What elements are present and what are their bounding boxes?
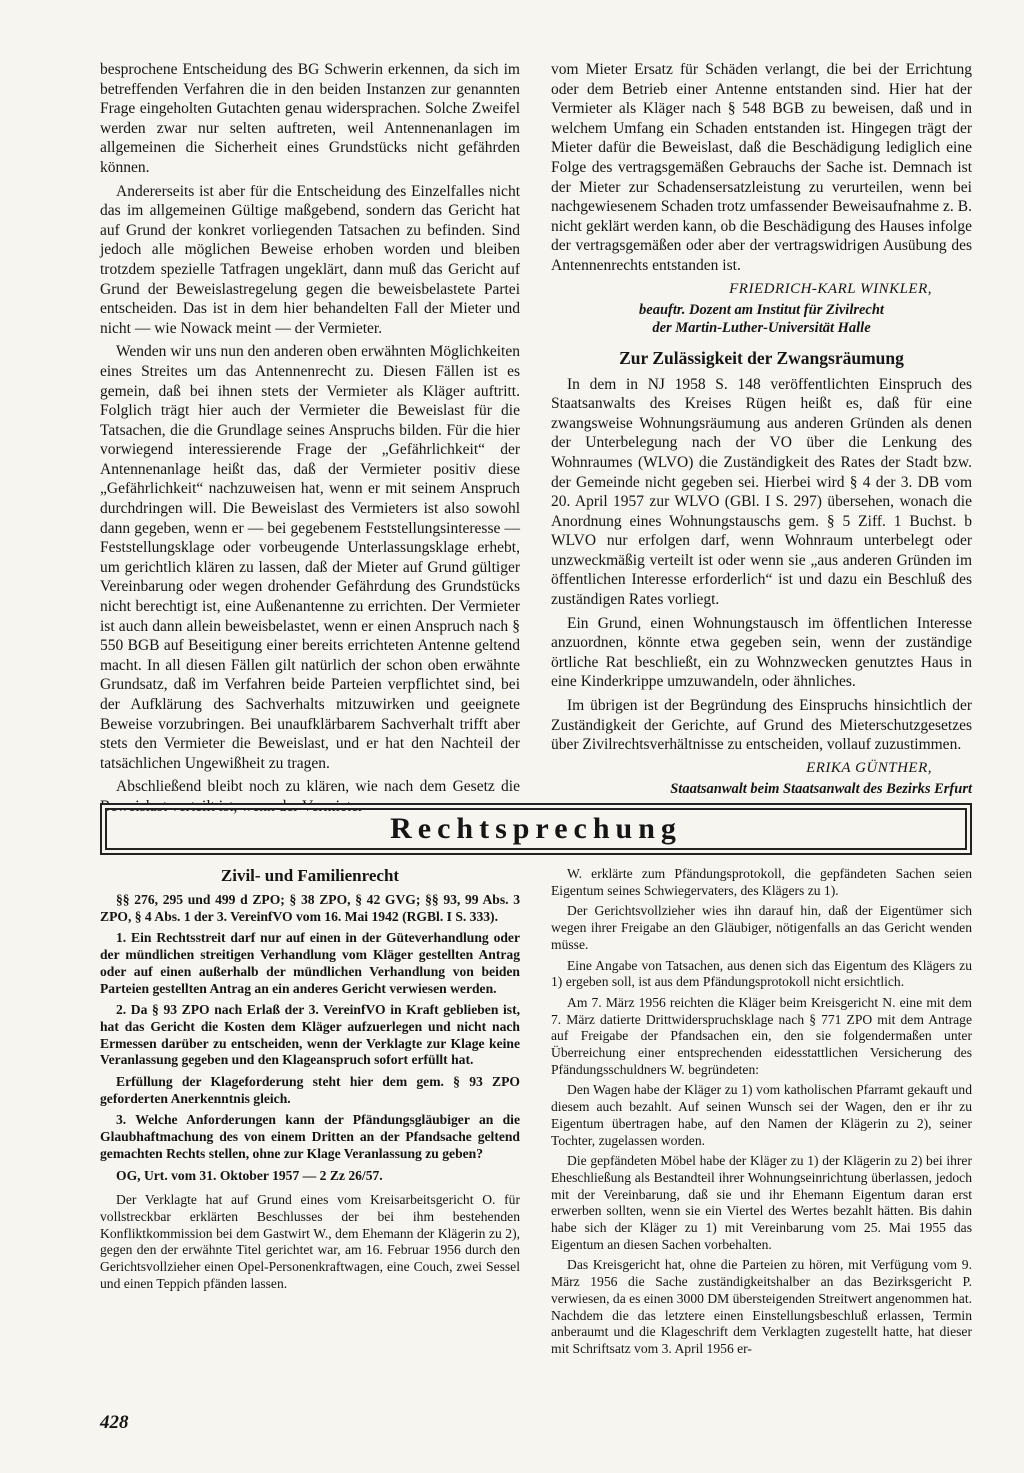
article-heading: Zur Zulässigkeit der Zwangsräumung: [619, 347, 904, 368]
section-banner: [100, 803, 972, 855]
paragraph: Der Gerichtsvollzieher wies ihn darauf hin, daß der Eigentümer sich wegen ihrer Freigabe an den Gläubiger, nötigenfalls an das Gericht wenden müsse.: [551, 903, 972, 952]
citation: OG, Urt. vom 31. Oktober 1957 — 2 Zz 26/57.: [116, 1167, 383, 1183]
paragraph: Im übrigen ist der Begründung des Einspruchs hinsichtlich der Zuständigkeit der Gerichte, auf Grund des Mieterschutzgesetzes über Zivilrechtsverhältnisse zu entscheiden, vollauf zuzustimmen.: [551, 697, 972, 754]
author-role: Staatsanwalt beim Staatsanwalt des Bezirks Erfurt: [670, 780, 972, 797]
upper-left-column: [100, 60, 520, 815]
headnote: 1. Ein Rechtsstreit darf nur auf einen in der Güteverhandlung oder der mündlichen streitigen Verhandlung vom Kläger gestellten Antrag oder auf einen außerhalb der mündlichen Verhandlung von beiden Parteien gestellten Antrag an ein anderes Gericht verwiesen werden.: [100, 930, 520, 996]
paragraph: Wenden wir uns nun den anderen oben erwähnten Möglichkeiten eines Streites um das Antennenrecht zu. Diesen Fällen ist es gemein, daß bei ihnen stets der Vermieter als Kläger auftritt. Folglich trägt hier auch der Vermieter die Beweislast für die Tatsachen, die die Grundlage seines Anspruchs bilden. Für die hier vorwiegend interessierende Frage der „Gefährlichkeit“ der Antennenanlage heißt das, daß der Vermieter positiv diese „Gefährlichkeit“ nachzuweisen hat, wenn er mit seinem Anspruch durchdringen will. Die Beweislast des Vermieters ist also sowohl dann gegeben, wenn er — bei gegebenem Feststellungsinteresse — Feststellungsklage oder vorbeugende Unterlassungsklage erhebt, um gerichtlich klären zu lassen, daß der Mieter auf Grund gültiger Vereinbarung oder wegen drohender Gefährdung des Grundstücks nicht berechtigt ist, eine Außenantenne zu errichten. Der Vermieter ist auch dann allein beweisbelastet, wenn er einen Anspruch nach § 550 BGB auf Beseitigung einer bereits errichteten Antenne geltend macht. In all diesen Fällen gilt natürlich der schon oben erwähnte Grundsatz, daß im Verfahren beide Parteien verpflichtet sind, bei der Aufklärung des Sachverhalts mitzuwirken und geeignete Beweise vorzubringen. Bei unaufklärbarem Sachverhalt trifft aber stets den Vermieter die Beweislast, und er hat den Nachteil der tatsächlichen Ungewißheit zu tragen.: [100, 343, 520, 772]
lower-left-column: [100, 866, 520, 1396]
author-name: FRIEDRICH-KARL WINKLER,: [729, 280, 932, 297]
paragraph: vom Mieter Ersatz für Schäden verlangt, die bei der Errichtung oder dem Betrieb einer Antenne entstanden sind. Hier hat der Vermieter als Kläger nach § 548 BGB zu beweisen, daß und in welchem Umfang ein Schaden entstanden ist. Hingegen trägt der Mieter dafür die Beweislast, daß die Beschädigung lediglich eine Folge des vertragsgemäßen Gebrauchs der Sache ist. Demnach ist der Mieter zur Schadensersatzleistung zu verurteilen, wenn bei nachgewiesenem Schaden trotz umfassender Beweisaufnahme z. B. nicht geklärt werden kann, ob die Beschädigung des Hauses infolge der vertragsgemäßen oder aber der vertragswidrigen Ausübung des Antennenrechts entstanden ist.: [551, 61, 972, 274]
section-heading: Zivil- und Familienrecht: [220, 866, 400, 885]
paragraph: In dem in NJ 1958 S. 148 veröffentlichten Einspruch des Staatsanwalts des Kreises Rügen heißt es, daß für eine zwangsweise Wohnungsräumung aus anderen Gründen als denen der Unterbelegung nach der VO über die Lenkung des Wohnraumes (WLVO) die Zuständigkeit des Rates der Stadt bzw. der Gemeinde nicht gegeben sei. Hierbei wird § 4 der 3. DB vom 20. April 1957 zur WLVO (GBl. I S. 297) übersehen, wonach die Anordnung eines Wohnungstauschs gem. § 5 Ziff. 1 Buchst. b WLVO nur erfolgen darf, wenn Wohnraum unterbelegt oder unzweckmäßig verteilt ist oder wenn sie „aus anderen Gründen im öffentlichen Interesse erforderlich“ ist und dazu ein Beschluß des zuständigen Rates vorliegt.: [551, 375, 972, 609]
paragraph: Die gepfändeten Möbel habe der Kläger zu 1) der Klägerin zu 2) bei ihrer Eheschließung als Bestandteil ihrer Wohnungseinrichtung überlassen, jedoch mit der Vereinbarung, daß sie und ihr Ehemann Eigentum daran erst erwerben sollten, wenn sie ein Viertel des Wertes bezahlt hätten. Bis dahin habe sich der Kläger zu 1) mit Vereinbarung vom 25. Mai 1955 das Eigentum an diesen Sachen vorbehalten.: [551, 1153, 972, 1252]
statutes: §§ 276, 295 und 499 d ZPO; § 38 ZPO, § 42 GVG; §§ 93, 99 Abs. 3 ZPO, § 4 Abs. 1 der 3. VereinfVO vom 16. Mai 1942 (RGBl. I S. 333).: [100, 892, 520, 924]
paragraph: Eine Angabe von Tatsachen, aus denen sich das Eigentum des Klägers zu 1) ergeben soll, ist aus dem Pfändungsprotokoll nicht ersichtlich.: [551, 957, 972, 990]
paragraph: Am 7. März 1956 reichten die Kläger beim Kreisgericht N. eine mit dem 7. März datierte Drittwiderspruchsklage nach § 771 ZPO mit dem Antrage auf Freigabe der Pfandsachen ein, den sie folgendermaßen unter Überreichung einer entsprechenden eidesstattlichen Versicherung des Pfändungsschuldners W. begründeten:: [551, 994, 972, 1077]
paragraph: Ein Grund, einen Wohnungstausch im öffentlichen Interesse anzuordnen, könnte etwa gegeben sein, wenn der zuständige örtliche Rat beschließt, ein zu Wohnzwecken genutztes Haus in eine Kinderkrippe umzuwandeln, oder ähnliches.: [551, 614, 972, 691]
section-title: Rechtsprechung: [390, 812, 682, 845]
paragraph: Abschließend bleibt noch zu klären, wie nach dem Gesetz die Beweislast verteilt ist, wenn der Vermieter: [100, 778, 520, 815]
author-role: der Martin-Luther-Universität Halle: [652, 319, 871, 336]
page-number: 428: [100, 1412, 129, 1433]
headnote: 2. Da § 93 ZPO nach Erlaß der 3. VereinfVO in Kraft geblieben ist, hat das Gericht die Kosten dem Kläger aufzuerlegen und nicht nach Ermessen darüber zu entscheiden, wenn der Verklagte zur Klage keine Veranlassung gegeben und den Klageanspruch sofort erfüllt hat.: [100, 1002, 520, 1068]
lower-right-column: [551, 866, 972, 1406]
paragraph: W. erklärte zum Pfändungsprotokoll, die gepfändeten Sachen seien Eigentum seines Schwiegervaters, des Klägers zu 1).: [551, 866, 972, 898]
headnote: Erfüllung der Klageforderung steht hier dem gem. § 93 ZPO geforderten Anerkenntnis gleich.: [100, 1074, 520, 1106]
paragraph: Das Kreisgericht hat, ohne die Parteien zu hören, mit Verfügung vom 9. März 1956 die Sache zuständigkeitshalber an das Bezirksgericht P. verwiesen, da es einen 3000 DM übersteigenden Streitwert angenommen hat. Nachdem die das letztere einen Einstellungsbeschluß erlassen, Termin anberaumt und die Klageschrift dem Verklagten zugestellt hatte, hat dieser mit Schriftsatz vom 3. April 1956 er-: [551, 1257, 972, 1356]
headnote: 3. Welche Anforderungen kann der Pfändungsgläubiger an die Glaubhaftmachung des von einem Dritten an der Pfandsache geltend gemachten Rechts stellen, ohne zur Klage Veranlassung zu geben?: [100, 1112, 520, 1161]
paragraph: Den Wagen habe der Kläger zu 1) vom katholischen Pfarramt gekauft und diesem auch bezahlt. Auf seinen Wunsch sei der Wagen, den er ihr zu Eigentum übertragen habe, auf den Namen der Klägerin zu 2), seiner Tochter, zugelassen worden.: [551, 1082, 972, 1148]
author-name: ERIKA GÜNTHER,: [806, 759, 932, 776]
paragraph: besprochene Entscheidung des BG Schwerin erkennen, da sich im betreffenden Verfahren die in den beiden Instanzen zur genannten Frage eingeholten Gutachten genau widersprachen. Solche Zweifel werden zwar nur selten auftreten, weil Antennenanlagen im allgemeinen die Sicherheit eines Grundstücks nicht gefährden können.: [100, 61, 520, 176]
paragraph: Der Verklagte hat auf Grund eines vom Kreisarbeitsgericht O. für vollstreckbar erklärten Beschlusses der bei ihm bestehenden Konfliktkommission bei dem Gastwirt W., dem Ehemann der Klägerin zu 2), gegen den der erwähnte Titel gerichtet war, am 16. Februar 1956 durch den Gerichtsvollzieher einen Opel-Personenkraftwagen, eine Couch, zwei Sessel und einen Teppich pfänden lassen.: [100, 1192, 520, 1291]
author-role: beauftr. Dozent am Institut für Zivilrecht: [639, 301, 884, 318]
paragraph: Andererseits ist aber für die Entscheidung des Einzelfalles nicht das im allgemeinen Gültige maßgebend, sondern das Gericht hat auf Grund der konkret vorliegenden Tatsachen zu befinden. Sind jedoch alle möglichen Beweise erhoben worden und bleiben trotzdem spezielle Tatfragen ungeklärt, dann muß das Gericht auf Grund der Beweislastregelung gegen die beweisbelastete Partei entscheiden. Das ist in dem hier behandelten Fall der Mieter und nicht — wie Nowack meint — der Vermieter.: [100, 182, 520, 337]
upper-right-column: [551, 60, 972, 797]
